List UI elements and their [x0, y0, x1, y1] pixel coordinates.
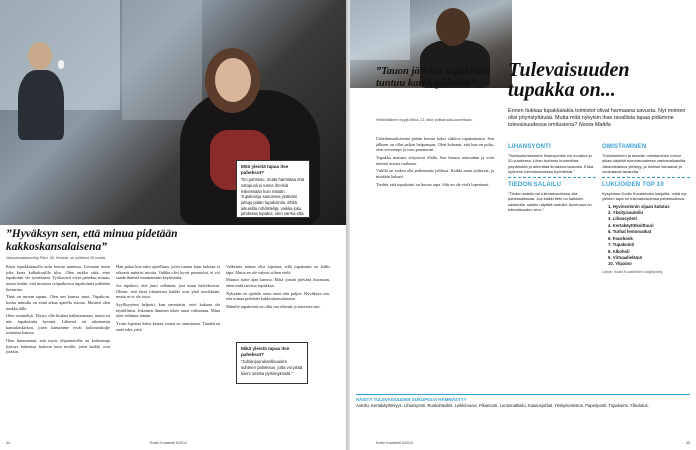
right-page [350, 0, 696, 450]
top10-source: Lähde: Kodin Kuvalehden lukijakysely [602, 269, 663, 274]
top10-item: 2. Yksityisautoilu [608, 209, 644, 215]
paragraph: Tupakka maistuu erityisesti illalla. Sen kanssa rentoudun ja voin miettiä asioita rauhassa. [376, 155, 494, 166]
right-credit: Helsinkiläinen myyjä Mirka, 22, alkoi polttaa sala-kaveriltaan. [376, 118, 473, 122]
paragraph: Jos tupakoit, olet juuri sellainen, jota muut halveksuvat. Oletan, että tässä tilanteessa kaikki ovat yhtä arvokkaita, mutta se ei ole totta. [116, 283, 220, 300]
coffee-cup [58, 60, 64, 69]
page-number: 45 [686, 441, 690, 445]
note-box [236, 342, 308, 384]
lexicon-text: Autoilu. Kertakäyttöisyys. Lihansyönti. Ruokahävikki. Leikkimuovi. Pikamuoti. Lentomatkailu. Kulutusjuhlat. Yksityisomistus. Paperiposti. Tupakointi. Ylikulutus. [356, 403, 649, 409]
folio: Kodin Kuvalehti 6/2014 [376, 441, 413, 445]
quote-box-title: Mitä yleistä tapaa itse paheksut? [241, 164, 289, 176]
sections-column [508, 143, 596, 385]
feature-lead [508, 108, 690, 129]
section-text-meat: ”Suhtautumisemme lihansyöntiin voi muuttua jo 20 vuodessa. Lihan tuotanto kuormittaa ympäristöä ja aiheuttaa ilmastonmuutosta. Ehkä syömme tulevaisuudessa hyönteisiä.” [508, 153, 594, 175]
woman-face [215, 58, 251, 102]
background-person-head [28, 42, 52, 70]
paragraph: Nykyään en ajattele asiaa enää niin paljon. Hyväksyn sen, että minua pidetään kakkoskansalaisena. [226, 290, 330, 302]
window-pane [350, 0, 410, 60]
note-box-title: Mikä yleistä tapaa itse paheksut? [241, 346, 290, 358]
quote-box [236, 160, 310, 223]
top10-list [602, 204, 690, 268]
left-column-2 [116, 264, 220, 442]
top10-item: 3. Lihansyönti [608, 216, 637, 222]
feature-title-line-1: Tulevaisuuden [508, 59, 630, 81]
note-box-text: ”Juhlanjuuruksellisuuden suhteen paheksun, jotta voi pitää kiinni omista pyrkimyksistä.” [241, 359, 303, 376]
paragraph: Tänä on minun tapani. Olen sen kanssa sinut. Tupakoin, koska minulla on siinä aikaa ajatella asioita. Muuten olen tunkka tälle. [6, 294, 110, 311]
lexicon-title: NÄISTÄ TULEVAISUUDEN SUKUPOLVI HÄMMÄSTYY [356, 397, 467, 402]
top10-item: 7. Tupakointi [608, 242, 635, 248]
paragraph: Minulle tupakointi on ollut osa elämää jo nuoresta asti. [226, 304, 321, 310]
background-person [18, 70, 64, 140]
paragraph: Syyllisyyteni helpotti, kun ymmärsin, ettei kukaan ole täydellinen. Jokainen ihminen tekee omat valintansa. Minä olen valinnut tämän. [116, 302, 220, 319]
paragraph: Hän palaa kun näin ajatellaan, joten tuntuu kuin kukaan ei oikeasti miettisi asioita. Vaikka olisi hyvät perustelut, ei voi saada ihmisiä muuttamaan käytöstään. [116, 264, 220, 281]
right-quote-headline: ”Tauon jälkeen tupakointi tuntuu karkkipäivältä” [376, 66, 490, 89]
folio: Kodin Kuvalehti 6/2014 [150, 441, 187, 445]
paragraph: Urheilumaskotteina päätin kerran kaksi viikkoa tupakoimatta. Sen jälkeen on ollut paljon helpompaa. Olen kokenut, että kun en polta, olen terveempi ja voin paremmin. [376, 136, 494, 153]
right-middle-column [376, 136, 494, 390]
lead-text: Ennen tiukkaa tupakkalakia toimistot olivat harmaana savusta. Nyt moinen olisi pöyristyttävää. Mutta mitä nykyisin ihan tavallista tapaa pidämme tulevaisuudessa omitusiena? [508, 108, 686, 129]
top10-intro: Kysyimme Kodin Kuvalehden lukijoilta, mikä nyt yleinen tapa on tulevaisuudessa paheksuttava. [602, 190, 687, 202]
paragraph: Välillä on vaikea olla polttamatta juhlissa. Kaikki muut polttavat, ja minäkin haluan. [376, 168, 494, 180]
top10-item: 5. Turhat lentomatkat [608, 229, 652, 235]
left-headline: ”Hyväksyn sen, että minua pidetään kakkoskansalaisena” [6, 228, 178, 253]
paragraph: Olen sinuttelijä. Täytyy olla hiukan katkaisemaan, mutta en näe tupakointia hyvänä. Läheistä on rakennettu kansalaiskirkon, joten kantamme eivät kokonaiskulje toistensa kanssa. [6, 313, 110, 336]
section-head-ownership: OMISTAMINEN [602, 144, 647, 150]
top10-item: 6. Facebook [608, 235, 633, 241]
top10-head: LUKIJOIDEN TOP 10 [602, 181, 664, 188]
paragraph: Yritin lopettaa kaksi kertaa, mutta en onnistunut. Tänään en enää edes yritä. [116, 321, 220, 332]
page-number: 44 [6, 441, 10, 445]
feature-title [508, 60, 693, 100]
paragraph: Muutos tulee ajan kanssa. Ehkä jonain päivänä huomaan, etten enää tarvitse tupakkaa. [226, 277, 330, 289]
left-column-3 [226, 264, 330, 340]
top10-column [602, 143, 690, 387]
top10-item: 1. Hyvinvoinnin sijaan kulutus [608, 203, 670, 209]
paragraph: Valkeinta minun olisi lopettaa, sillä tupakointi on kallis tapa. Mutta en ole valmis siihen vielä. [226, 264, 330, 275]
paragraph: Käyn tupakkatauolla noin kerran tunnissa. Leimaan itseni joka kerta kulkukortilla ulos. Olen tarkka siitä, ettei tupakointi vie työaikaani. Työkaverit eivät paheksu minua, mutta tiedän, että monissa työpaikoissa tupakointia pidetään lintsarina. [6, 264, 110, 292]
section-head-meat: LIHANSYÖNTI [508, 144, 551, 150]
quote-box-text: ”En paheksu, mutta harmittaa että ostopuoli ei tunne ihmisiä riskeissään kuin mitään. Tupakoinja sanoessa ystäväni juttuja pidän tupakointia. Ehkä aikuisilta ruhdistelijä, vaikka joku jahdessa tupakoi, olen varma että kanssa jutellaan ja tämä tupakoi.” [241, 177, 305, 223]
divider [508, 177, 596, 178]
top10-item: 4. Kertakäyttökulttuuri [608, 222, 654, 228]
left-page [0, 0, 346, 450]
left-credit: Vakuutusasiantuntija Päivi, 38, Helsinki, on polttanut 40 vuotta. [6, 256, 106, 260]
top10-item: 10. Ylipaino [608, 261, 632, 267]
section-text-secrecy: ”Tiedon salailu voi tulevaisuudessa olla paheksuttavaa. Jos kaikki tieto on kaikkien saatavilla, salailu näyttää oudolta. Avoimuus on tulevaisuuden arvo.” [508, 190, 592, 212]
paragraph: Tiedän, että tupakointi on huono tapa. Silti en ole vielä lopettanut. [376, 181, 490, 187]
lexicon-box [356, 394, 690, 409]
section-text-ownership: ”Kuluttaminen ja tavaran omistaminen voivat alkaa näyttää tulevaisuudessa vanhanaikaisilta. Jakamistalous yleistyy, ja ihmiset lainaavat ja vuokraavat tavaroita.” [602, 153, 687, 175]
paragraph: Olen huomannut, että myös ylipainoisilla on korkeampi kynnys hakeutua hoitoon kuin muilla, joten kaikki ovat jotakin. [6, 338, 110, 355]
section-head-secrecy: TIEDON SALAILU [508, 181, 562, 188]
smoker-hair [436, 8, 470, 46]
lead-author: Noora Mattila [578, 122, 611, 129]
feature-title-line-2: tupakka on... [508, 79, 616, 101]
top10-item: 9. Virtuaalielämä [608, 255, 642, 261]
window-pane [122, 0, 202, 120]
top10-item: 8. Alkoholi [608, 248, 630, 254]
divider [602, 177, 690, 178]
left-column-1 [6, 264, 110, 442]
